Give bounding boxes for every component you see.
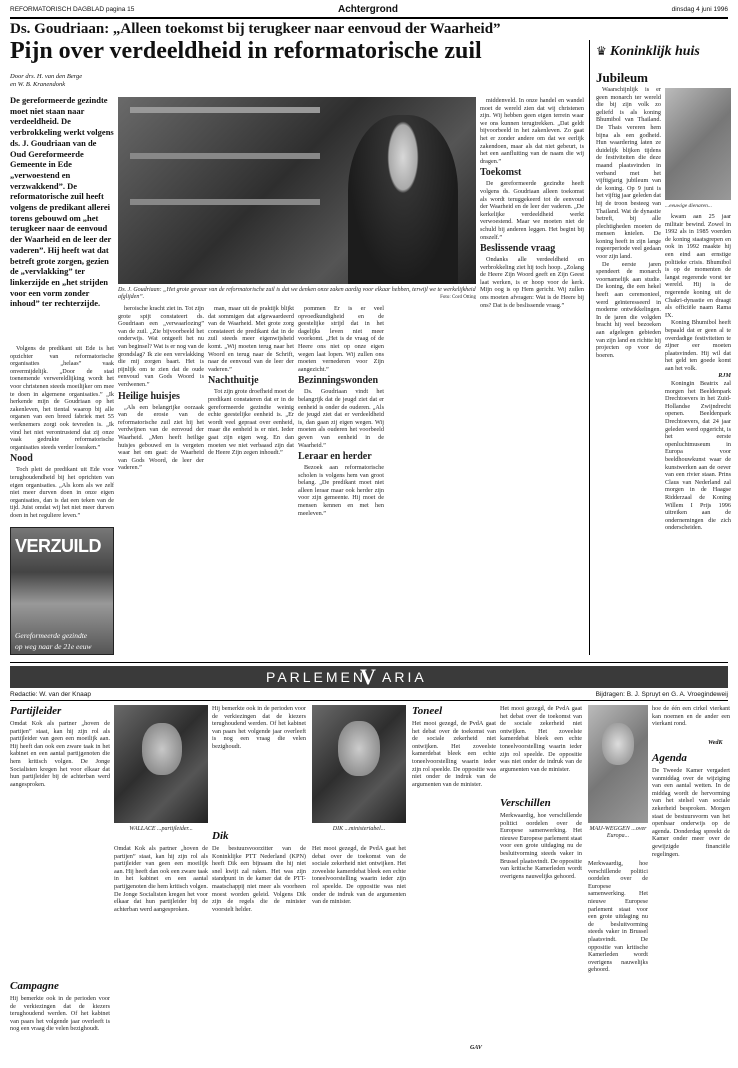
col3-para2: Tot zijn grote droefheid moet de predikant constateren dat er in de gereformeerde gezindte weinig echte geestelijke eenheid is. „Er wordt veel gepraat over eenheid, maar die eenheid is er niet. Ieder gaat zijn eigen weg. En dan moeten we niet verbaasd zijn dat de Heere Zijn zegen inhoudt.” <box>208 388 294 457</box>
weggen-caption: MAIJ-WEGGEN ...over Europa... <box>589 826 647 839</box>
bookshelf-2 <box>130 153 320 159</box>
banner-v-icon: V <box>360 664 376 689</box>
wallace-photo <box>114 705 208 823</box>
wallace-side-body: Hij bemerkte ook in de perioden voor de verkiezingen dat de kiezers terughoudend werden. Of het kabinet van paars het volgende jaar overleeft is nog een vraag die velen bezighoudt. <box>212 705 306 750</box>
col4-body <box>298 305 384 655</box>
dik-caption: DIK ...ministeriabel... <box>332 826 386 832</box>
verschillen-top: Het mooi gezegd, de PvdA gaat het debat over de toekomst van de sociale zekerheid niet ontwijken. Het zoveelste kamerdebat bleek een echte toneelvoorstelling waarin ieder zijn rol speelde. De oppositie was niet onder de indruk van de argumenten van de minister. <box>500 705 582 773</box>
main-photo <box>118 97 476 284</box>
caption-text: Ds. J. Goudriaan: „Het grote gevaar van de reformatorische zuil is dat we denken onze zaken aardig voor elkaar hebben, terwijl we te werkelijkheid afglijden”. <box>118 287 476 300</box>
masthead <box>10 4 728 18</box>
toneel-body: Het mooi gezegd, de PvdA gaat het debat over de toekomst van de sociale zekerheid niet ontwijken. Het zoveelste kamerdebat bleek een echte toneelvoorstelling waarin ieder zijn rol speelde. De oppositie was niet onder de indruk van de argumenten van de minister. <box>412 720 496 788</box>
royal-signature: RJM <box>718 372 731 380</box>
banner-rule-top <box>10 662 728 663</box>
ad-line1: Gereformeerde gezindte <box>15 631 88 640</box>
dik-title: Dik <box>212 830 229 842</box>
partijleider-body: Omdat Kok als partner „hoven de partijen” staat, kan hij zijn rol als partijleider van geen een moeilijk aan. Hij heeft dan ook een zware taak in het kabinet en een aantal partijgenoten die hem kritisch volgen. De Jonge Socialisten kregen het voor elkaar dat hun partijleider bij de achterban werd aangesproken. <box>10 720 110 788</box>
partijleider-title: Partijleider <box>10 705 62 717</box>
masthead-left: REFORMATORISCH DAGBLAD pagina 15 <box>10 6 135 13</box>
byline-line1: Door drs. H. van den Berge <box>10 73 83 80</box>
royal-body <box>596 86 661 651</box>
verschillen-title: Verschillen <box>500 797 551 809</box>
col4-subhead2: Leraar en herder <box>298 451 372 463</box>
dik-side-body: Het mooi gezegd, de PvdA gaat het debat over de toekomst van de sociale zekerheid niet ontwijken. Het zoveelste kamerdebat bleek een echte toneelvoorstelling waarin ieder zijn rol speelde. De oppositie was niet onder de indruk van de argumenten van de minister. <box>312 845 406 906</box>
banner-rule-bottom <box>10 700 728 701</box>
bookshelf-1 <box>130 107 320 113</box>
royal-col2-para: kwam aan 25 jaar militair bewind. Zowel in 1992 als in 1985 voerden de koning staatsgrepen en ook in 1992 maakte hij een eind aan ernstige politieke crisis. Bhumibol is op de momenten de langst regerende vorst ter wereld. Hij is de regerende koning uit de Chakri-dynastie en draagt als officiële naam Rama IX. <box>665 213 731 319</box>
col4-para3: Bezoek aan reformatorische scholen is volgens hem van groot belang. „De predikant moet niet alleen leraar maar ook herder zijn voor zijn gemeente. Hij moet de mensen kennen en met hen meeleven.” <box>298 464 384 517</box>
ad-title: VERZUILD <box>15 536 101 556</box>
col5-para3: Ondanks alle verdeeldheid en verbrokkeling ziet hij toch hoop. „Zolang de Heere Zijn Woord geeft en Zijn Geest laat werken, is er hoop voor de kerk. Mijn oog is op Hem gericht. Wij zullen ons moeten afvragen: Wat is de Heere bij ons? Dat is de beslissende vraag.” <box>480 256 584 309</box>
col5-para: middenveld. In onze handel en wandel moet de wereld zien dat wij christenen zijn. Wij hebben geen eigen terrein waar we ons kunnen terugtrekken. „Dat geldt bijvoorbeeld in het zakenleven. Zo gaat het er zonder andere om dat we eerlijk zakendoen, maar als dat niet gebeurt, is het een aanfluiting van de naam die wij dragen.” <box>480 97 584 165</box>
masthead-rule <box>10 17 728 19</box>
royal-col2-para2: Koning Bhumibol heeft bepaald dat er geen al te overdadige festiviteiten te zijner eer moeten plaatsvinden. Hij wil dat het geld ten goede komt aan het volk. <box>665 319 731 372</box>
parlement-contributors: Bijdragen: B. J. Spruyt en G. A. Vroegindeweij <box>595 691 728 698</box>
royal-photo-caption: ...eeuwige dienaren... <box>665 203 712 209</box>
weggen-side-body: Merkwaardig, hoe verschillende politici oordelen over de Europese samenwerking. Het nieuwe Europese parlement staat voor een grote uitdaging nu de besluitvorming steeds vaker in Brussel plaatsvindt. De oppositie van kritische Kamerleden wordt overigens nauwelijks gehoord. <box>588 860 648 974</box>
masthead-center: Achtergrond <box>338 4 398 15</box>
toneel-title: Toneel <box>412 705 443 717</box>
article-kicker: Ds. Goudriaan: „Alleen toekomst bij terugkeer naar eenvoud der Waarheid” <box>10 21 501 37</box>
col2-para: heroische kracht ziet in. Tot zijn grote spijt constateert ds. Goudriaan een „verwaarlozing” van de zuil. „Zie bijvoorbeeld het onderwijs. Wat ontgeeft het nu van beginsel? Wat is er nog van de grondslag? Ik zie een vervlakking die mij zorgen baart. Het is pijnlijk om te zien dat de oude eenvoud van Gods Woord is verdwenen.” <box>118 305 204 388</box>
royal-header-title: Koninklijk huis <box>610 44 700 59</box>
col5-body <box>480 97 584 655</box>
caption-credit: Foto: Cord Otting <box>440 295 476 300</box>
banner-left: PARLEMEN <box>266 669 366 685</box>
weggen-face <box>602 723 634 765</box>
col1-para: Volgens de predikant uit Ede is het opzichter van reformatorische organisaties „helaas” vaak onvermijdelijk. „Door de stad toenemende verwereldlijking wordt het voor christenen steeds moeilijker om mee te doen in algemene organisaties.” „Ik herkende mijn de Goudriaan op het zakenleven, het tiental waarop bij alle organen van een breed fabriek met 55 werknemers zorgt ook tevreden is. „Ik vind het niet verontrustend dat zij onze vaak gedrukte reformatorische organisaties steeds verder losraken.” <box>10 345 114 451</box>
col2-subhead: Heilige huisjes <box>118 390 180 402</box>
ad-verzuild <box>10 527 114 655</box>
royal-para2: De eerste jaren spendeert de monarch voornamelijk aan studie. De koning, die een hekel heeft aan ceremonieel, werd geïnteresseerd in moderne ontwikkelingen. In de jaren die volgden bracht hij veel bezoeken aan afgelegen gebieden van zijn land en richtte hij projecten op voor de boeren. <box>596 260 661 359</box>
article-headline: Pijn over verdeeldheid in reformatorische zuil <box>10 38 482 64</box>
royal-header <box>596 40 731 66</box>
col1-body <box>10 345 114 523</box>
portrait-figure <box>348 115 458 284</box>
col3-body <box>208 305 294 655</box>
col4-para: pommen Er is er veel opvoedkundigheid en de geestelijke strijd dat in het dagelijks leven niet meer voorkomt. „Het is de vraag of de Heere ons niet op onze eigen wegen laat lopen. Wij zullen ons moeten vernederen voor Zijn aangezicht.” <box>298 305 384 373</box>
royal-para: Waarschijnlijk is er geen monarch ter wereld die bij zijn volk zo geliefd is als koning Bhumibol van Thailand. De Thais vereren hem bijna als een godheid. Hun waardering laten ze duidelijk blijken tijdens de festiviteiten die deze maand plaatsvinden in verband met het vijftigjarig jubileum van de koning. Op 9 juni is het vijftig jaar geleden dat hij de troon besteeg van Thailand. Wat de dynastie betreft, bij alle plechtigheden moeten de mensen knielen. De koning heeft in zijn lange regeerperiode veel gedaan voor zijn land. <box>596 86 661 261</box>
parlement-banner <box>10 666 728 688</box>
left-mid-body: Omdat Kok als partner „hoven de partijen” staat, kan hij zijn rol als partijleider van geen een moeilijk aan. Hij heeft dan ook een zware taak in het kabinet en een aantal partijgenoten die hem kritisch volgen. De Jonge Socialisten kregen het voor elkaar dat hun partijleider bij de achterban werd aangesproken. <box>114 845 208 913</box>
dik-face <box>338 721 380 776</box>
col1-subhead-nood: Nood <box>10 453 33 465</box>
royal-col2 <box>665 213 731 653</box>
royal-title: Jubileum <box>596 70 649 85</box>
col5-para2: De gereformeerde gezindte heeft volgens ds. Goudriaan alleen toekomst als wordt teruggekeerd tot de eenvoud der Waarheid en de leer der vaderen. „De kerkelijke verdeeldheid werkt verwoestend. Maar we moeten niet de schuld bij anderen leggen. Het begint bij onszelf.” <box>480 180 584 241</box>
weggen-photo <box>588 705 648 823</box>
ad-line2: op weg naar de 21e eeuw <box>15 642 92 651</box>
masthead-right: dinsdag 4 juni 1996 <box>671 6 728 13</box>
dik-photo <box>312 705 406 823</box>
col4-para2: Ds. Goudriaan vindt het belangrijk dat de jeugd ziet dat er eenheid is onder de ouderen. „Als de jeugd ziet dat er verdeeldheid is, dan gaan zij eigen wegen. Wij moeten als ouderen het voorbeeld geven van eenheid in de Waarheid.” <box>298 388 384 449</box>
bookshelf-3 <box>130 199 320 205</box>
wallace-face <box>142 723 182 775</box>
dik-body: De bestuursvoorzitter van de Koninklijke PTT Nederland (KPN) heeft Dik een bijnaam die hij niet snel kwijt zal raken. Het was zijn standpunt in de kamer dat de PTT-maatschappij niet meer als voorheen moest worden geleid. Volgens Dik zijn de regels die de minister voorstelt helder. <box>212 845 306 913</box>
col2-body <box>118 305 204 655</box>
royal-divider <box>589 40 590 655</box>
wallace-caption: WALLACE ...partijleider... <box>129 826 193 832</box>
campagne-title: Campagne <box>10 980 59 992</box>
campagne-body: Hij bemerkte ook in de perioden voor de verkiezingen dat de kiezers terughoudend werden. Of het kabinet van paars het volgende jaar overleeft is nog een vraag die velen bezighoudt. <box>10 995 110 1033</box>
crown-icon: ♛ <box>596 44 607 58</box>
right-top-body: hoe de één een cirkel vierkant kan noemen en de ander een vierkant rond. <box>652 705 730 728</box>
article-lead: De gereformeerde gezindte moet niet staan naar verdeeldheid. De verbrokkeling werkt volgens ds. J. Goudriaan van de Oud Gereformeerde Gemeente in Ede „verwoestend en verzwakkend”. De reformatorische zuil heeft volgens de predikant allerei torens gebouwd om „het terugkeer naar de eenvoud der Waarheid en de leer der vaderen”. Hij heeft wat dat betreft grote zorgen, gezien de „vervlakking” ter linkerzijde en „het strijden voor een vorm zonder inhoud” ter rechterzijde. <box>10 95 114 309</box>
col3-subhead: Nachthuitje <box>208 375 259 387</box>
banner-right: ARIA <box>382 669 427 685</box>
byline-line2: en W. B. Kranendonk <box>10 81 66 88</box>
col1-para2: Toch pleit de predikant uit Ede voor terughoudendheid bij het oprichten van eigen organisaties. „Als kom als we zelf niet meer durven doen in onze eigen organisaties, dan is dat een teken van de tijd. Juist omdat wij het niet meer durven doen in het reguliere leven.” <box>10 466 114 519</box>
royal-photo <box>665 88 731 200</box>
wedk-signature: WedK <box>708 740 723 746</box>
agenda-title: Agenda <box>652 752 687 764</box>
gav-signature: GAV <box>470 1045 482 1051</box>
verschillen-body: Merkwaardig, hoe verschillende politici oordelen over de Europese samenwerking. Het nieuwe Europese parlement staat voor een grote uitdaging nu de besluitvorming steeds vaker in Brussel plaatsvindt. De oppositie van kritische Kamerleden wordt overigens nauwelijks gehoord. <box>500 812 582 880</box>
col4-subhead: Bezinningswonden <box>298 375 379 387</box>
col2-para2: „Als een belangrijke oorzaak van de erosie van de reformatorische zuil ziet hij het verdwijnen van de eenvoud der Waarheid. „Men heeft heilige huisjes gebouwd en is vergeten waar het om gaat: de Waarheid van Gods Woord, de leer der vaderen.” <box>118 403 204 472</box>
col3-para: man, maar uit de praktijk blijkt dat sommigen dat afgewaardeerd van de Waarheid. Met grote zorg constateert de predikant dat in de zuil steeds meer eigenwijsheid komt. „Wij moeten terug naar het Woord en terug naar de Schrift, naar de eenvoud van de leer der vaderen.” <box>208 305 294 373</box>
col5-subhead: Toekomst <box>480 167 522 179</box>
royal-col2-para3: Koningin Beatrix zal morgen het Beeldenpark Drechtoevers in het Zuid-Hollandse Zwijndrecht openen. Beeldenpark Drechtoevers, dat 24 jaar geleden werd opgericht, is het eerste openluchtmuseum in Europa voor beeldhouwkunst waar de kunstwerken aan de oever van een rivier staan. Prins Claus van Nederland zal morgen in de Haagse Ridderzaal de Koning Willem I Prijs 1996 uitreiken aan de ondernemingen die zich onderscheiden. <box>665 380 731 532</box>
byline <box>10 73 110 89</box>
parlement-editor: Redactie: W. van der Knaap <box>10 691 91 698</box>
col5-subhead2: Beslissende vraag <box>480 243 556 255</box>
main-photo-caption <box>118 287 476 301</box>
agenda-body: De Tweede Kamer vergadert vanmiddag over de wijziging van een aantal wetten. In de middag wordt de hervorming van het stelsel van sociale zekerheid besproken. Morgen staat de bestuursvorm van het openbaar onderwijs op de agenda. Donderdag spreekt de Kamer onder meer over de gewijzigde financiële regelingen. <box>652 767 730 858</box>
